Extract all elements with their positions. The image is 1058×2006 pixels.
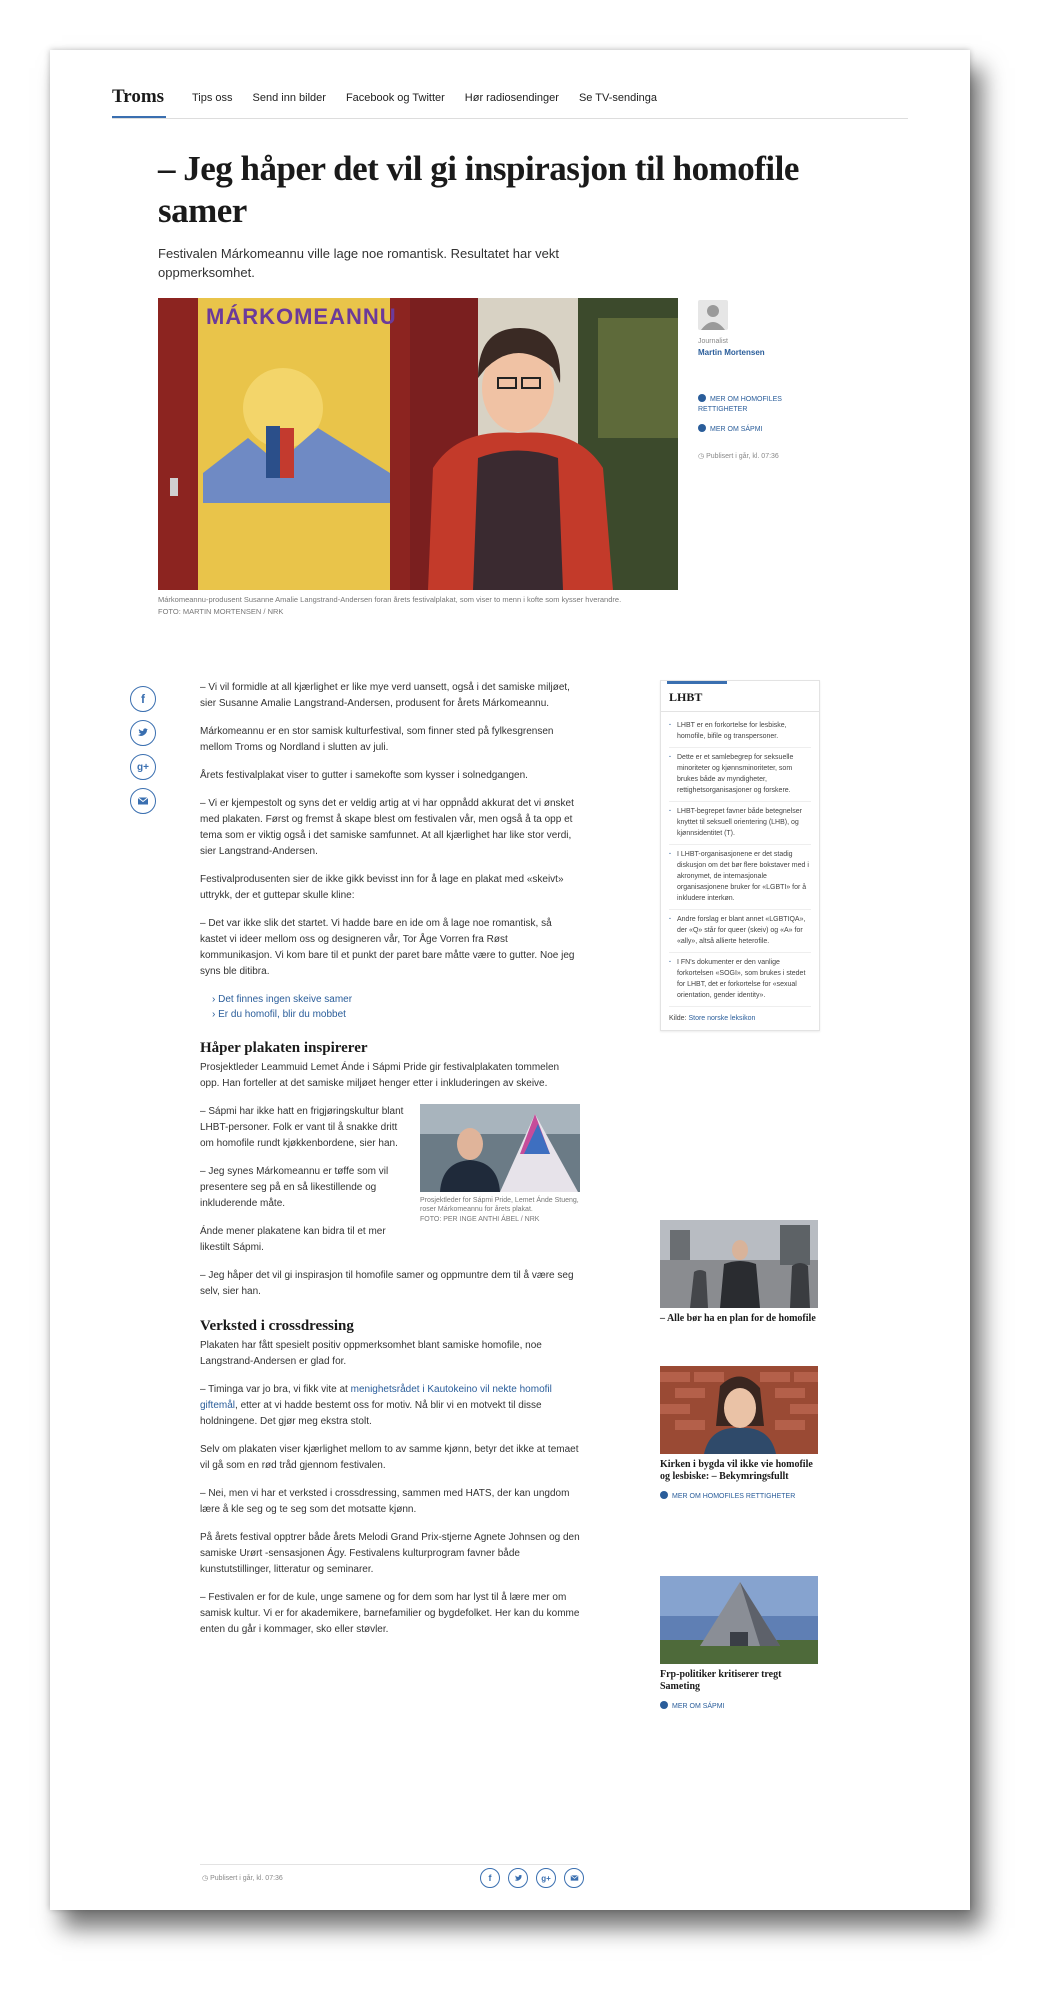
paragraph: Márkomeannu er en stor samisk kulturfestival, som finner sted på fylkesgrensen mellom Troms og Nordland i slutten av juli. bbox=[200, 726, 554, 753]
tag-icon bbox=[698, 394, 706, 402]
related-link-2[interactable]: › Er du homofil, blir du mobbet bbox=[212, 1009, 346, 1020]
subheading-inspirerer: Håper plakaten inspirerer bbox=[200, 1040, 368, 1056]
paragraph: Ánde mener plakatene kan bidra til et mer likestilt Sápmi. bbox=[200, 1226, 386, 1253]
paragraph: Årets festivalplakat viser to gutter i samekofte som kysser i solnedgangen. bbox=[200, 770, 528, 781]
google-plus-icon: g+ bbox=[137, 761, 149, 773]
teaser-photo bbox=[660, 1576, 818, 1664]
related-link-label: Det finnes ingen skeive samer bbox=[218, 994, 353, 1005]
paragraph: På årets festival opptrer både årets Melodi Grand Prix-stjerne Agnete Johnsen og den samiske Urørt -sensasjonen Ágy. Festivalens kulturprogram favner både kunstutstillinger, litteratur og seminarer. bbox=[200, 1532, 580, 1575]
tag-icon bbox=[660, 1701, 668, 1709]
nav-link-tips[interactable]: Tips oss bbox=[192, 92, 233, 104]
google-plus-share-button[interactable] bbox=[130, 754, 156, 780]
nav-link-radio[interactable]: Hør radiosendinger bbox=[464, 92, 559, 104]
twitter-share-button[interactable] bbox=[130, 720, 156, 746]
facebook-icon: f bbox=[141, 692, 145, 706]
poster-title: MÁRKOMEANNU bbox=[206, 304, 397, 329]
paragraph: Prosjektleder Leammuid Lemet Ánde i Sápmi Pride gir festivalplakaten tommelen opp. Han forteller at det samiske miljøet henger etter i inkluderingen av skeive. bbox=[200, 1062, 560, 1089]
paragraph-text: , etter at vi hadde bestemt oss for motiv. Nå blir vi en motvekt til disse holdningene. Det gjør meg ekstra stolt. bbox=[200, 1400, 542, 1427]
email-icon bbox=[137, 796, 149, 806]
site-brand[interactable]: Troms bbox=[112, 86, 165, 107]
twitter-icon bbox=[137, 727, 149, 739]
teaser-card-3[interactable] bbox=[660, 1576, 818, 1711]
factbox-item: · I LHBT-organisasjonene er det stadig diskusjon om det bør flere bokstaver med i akronymet, de internasjonale organisasjonene bruker for «LGBTI» for å inkludere interkøn. bbox=[669, 845, 811, 910]
teaser-photo bbox=[660, 1220, 818, 1308]
factbox-source bbox=[661, 1011, 819, 1030]
inline-photo bbox=[420, 1104, 580, 1192]
paragraph: Selv om plakaten viser kjærlighet mellom to av samme kjønn, betyr det ikke at temaet vil gå som en rød tråd gjennom festivalen. bbox=[200, 1444, 579, 1471]
inline-credit: FOTO: PER INGE ANTHI ÁBEL / NRK bbox=[420, 1216, 540, 1223]
teaser-tag[interactable] bbox=[660, 1701, 818, 1711]
hero-image[interactable] bbox=[158, 298, 678, 590]
hero-caption-credit: FOTO: MARTIN MORTENSEN / NRK bbox=[158, 607, 284, 616]
nav-link-facebook-twitter[interactable]: Facebook og Twitter bbox=[345, 92, 445, 104]
paragraph-with-link bbox=[200, 1382, 580, 1430]
nav-link-send-bilder[interactable]: Send inn bilder bbox=[252, 92, 326, 104]
facebook-share-button[interactable] bbox=[130, 686, 156, 712]
factbox-item: · Dette er et samlebegrep for seksuelle minoriteter og kjønnsminoriteter, som brukes både av myndigheter, rettighetsorganisasjoner og forskere. bbox=[669, 748, 811, 802]
paragraph: – Jeg synes Márkomeannu er tøffe som vil presentere seg på en så likestillende og inkluderende måte. bbox=[200, 1166, 389, 1209]
related-links bbox=[212, 992, 580, 1022]
inline-article-link[interactable]: menighetsrådet i Kautokeino vil nekte homofil giftemål bbox=[200, 1384, 552, 1411]
factbox-title: LHBT bbox=[661, 684, 819, 712]
paragraph: Plakaten har fått spesielt positiv oppmerksomhet blant samiske homofile, noe Langstrand-Andersen er glad for. bbox=[200, 1340, 542, 1367]
google-plus-icon: g+ bbox=[541, 1873, 551, 1883]
teaser-tag-label: MER OM SÁPMI bbox=[672, 1703, 725, 1710]
teaser-photo bbox=[660, 1366, 818, 1454]
hero-photo bbox=[158, 298, 678, 590]
hero-caption bbox=[158, 595, 678, 617]
article-lead: Festivalen Márkomeannu ville lage noe romantisk. Resultatet har vekt oppmerksomhet. bbox=[158, 246, 560, 280]
teaser-card-1[interactable] bbox=[660, 1220, 818, 1325]
paragraph: – Vi vil formidle at all kjærlighet er like mye verd uansett, også i det samiske miljøet, sier Susanne Amalie Langstrand-Andersen, produsent for årets Márkomeannu. bbox=[200, 682, 570, 709]
footer-divider bbox=[200, 1864, 578, 1865]
paragraph: – Jeg håper det vil gi inspirasjon til homofile samer og oppmuntre dem til å være seg selv, sier han. bbox=[200, 1270, 574, 1297]
related-link-label: Er du homofil, blir du mobbet bbox=[218, 1009, 346, 1020]
paragraph: – Vi er kjempestolt og syns det er veldig artig at vi har oppnådd akkurat det vi ønsket med plakaten. Først og fremst å skape blest om festivalen vår, men også å ta opp et tema som er viktig også i det samiske samfunnet. At all kjærlighet har like stor verdi, sier Langstrand-Andersen. bbox=[200, 798, 574, 857]
footer-facebook-button[interactable] bbox=[480, 1868, 500, 1888]
factbox-item: · LHBT er en forkortelse for lesbiske, homofile, bifile og transpersoner. bbox=[669, 716, 811, 748]
author-avatar[interactable] bbox=[698, 300, 728, 330]
side-tag-label: MER OM SÁPMI bbox=[710, 426, 763, 433]
person-icon bbox=[698, 300, 728, 330]
footer-email-button[interactable] bbox=[564, 1868, 584, 1888]
article-page bbox=[50, 50, 970, 1910]
factbox-item: · Andre forslag er blant annet «LGBTIQA», der «Q» står for queer (skeiv) og «A» for «ally», altså allierte heterofile. bbox=[669, 910, 811, 953]
paragraph-text: – Timinga var jo bra, vi fikk vite at bbox=[200, 1384, 351, 1395]
factbox-lhbt bbox=[660, 680, 820, 1031]
inline-figure bbox=[420, 1104, 580, 1224]
nav-divider bbox=[112, 118, 908, 119]
tag-icon bbox=[698, 424, 706, 432]
footer-share bbox=[480, 1868, 584, 1888]
paragraph: – Nei, men vi har et verksted i crossdressing, sammen med HATS, der kan ungdom lære å kle seg og te seg som det motsatte kjønn. bbox=[200, 1488, 570, 1515]
teaser-title[interactable]: – Alle bør ha en plan for de homofile bbox=[660, 1313, 816, 1324]
factbox-item: · LHBT-begrepet favner både betegnelser knyttet til seksuell orientering (LHB), og kjønnsidentitet (T). bbox=[669, 802, 811, 845]
email-icon bbox=[570, 1874, 579, 1882]
paragraph: – Det var ikke slik det startet. Vi hadde bare en ide om å lage noe romantisk, så kastet vi ideer mellom oss og designeren vår, Tor Åge Vorren fra Røst kommunikasjon. Vi kom bare til et punkt der paret bare måtte være to gutter. Noe jeg syns ble ditibra. bbox=[200, 918, 575, 977]
top-nav bbox=[192, 92, 657, 104]
side-tag-sapmi[interactable] bbox=[698, 424, 808, 435]
teaser-image[interactable] bbox=[660, 1576, 818, 1664]
factbox-item: · I FN's dokumenter er den vanlige forkortelsen «SOGI», som brukes i stedet for LHBT, det er forkortelse for «sexual orientation, gender identity». bbox=[669, 953, 811, 1007]
hero-caption-text: Márkomeannu-produsent Susanne Amalie Langstrand-Andersen foran årets festivalplakat, som viser to menn i kofte som kysser hverandre. bbox=[158, 595, 622, 604]
paragraph: – Festivalen er for de kule, unge samene og for dem som har lyst til å lære mer om samisk kultur. Vi er for akademikere, barnefamilier og bygdefolket. Her kan du komme enten du går i kommager, sko eller støvler. bbox=[200, 1592, 580, 1635]
twitter-icon bbox=[514, 1874, 523, 1883]
nav-link-tv[interactable]: Se TV-sendinga bbox=[578, 92, 658, 104]
subheading-crossdressing: Verksted i crossdressing bbox=[200, 1318, 354, 1334]
teaser-image[interactable] bbox=[660, 1220, 818, 1308]
factbox-list bbox=[661, 712, 819, 1011]
teaser-tag-label: MER OM HOMOFILES RETTIGHETER bbox=[672, 1493, 796, 1500]
author-name[interactable]: Martin Mortensen bbox=[698, 348, 765, 357]
teaser-card-2[interactable] bbox=[660, 1366, 818, 1501]
page-title: – Jeg håper det vil gi inspirasjon til homofile samer bbox=[158, 149, 799, 230]
clock-icon: ◷ bbox=[202, 1875, 211, 1882]
factbox-source-link[interactable]: Store norske leksikon bbox=[688, 1015, 756, 1022]
teaser-title[interactable]: Frp-politiker kritiserer tregt Sameting bbox=[660, 1669, 782, 1692]
clock-icon: ◷ bbox=[698, 453, 707, 460]
email-share-button[interactable] bbox=[130, 788, 156, 814]
footer-published bbox=[202, 1874, 283, 1882]
related-link-1[interactable]: › Det finnes ingen skeive samer bbox=[212, 994, 353, 1005]
factbox-source-label: Kilde: bbox=[669, 1015, 687, 1022]
side-tag-label: MER OM HOMOFILES RETTIGHETER bbox=[698, 396, 782, 413]
inline-image[interactable] bbox=[420, 1104, 580, 1192]
footer-twitter-button[interactable] bbox=[508, 1868, 528, 1888]
published-text: Publisert i går, kl. 07:36 bbox=[706, 453, 779, 460]
footer-published-text: Publisert i går, kl. 07:36 bbox=[210, 1875, 283, 1882]
teaser-image[interactable] bbox=[660, 1366, 818, 1454]
teaser-tag[interactable] bbox=[660, 1491, 818, 1501]
tag-icon bbox=[660, 1491, 668, 1499]
teaser-title[interactable]: Kirken i bygda vil ikke vie homofile og lesbiske: – Bekymringsfullt bbox=[660, 1459, 813, 1482]
article-body bbox=[200, 680, 580, 1650]
inline-caption: Prosjektleder for Sápmi Pride, Lemet Ánde Stueng, roser Márkomeannu for årets plakat. bbox=[420, 1197, 579, 1213]
author-role: Journalist bbox=[698, 338, 728, 345]
paragraph: – Sápmi har ikke hatt en frigjøringskultur blant LHBT-personer. Folk er vant til å snakke dritt om homofile rundt kjøkkenbordene, sier han. bbox=[200, 1106, 404, 1149]
side-tag-homofiles[interactable] bbox=[698, 394, 808, 415]
published-meta bbox=[698, 452, 779, 460]
paragraph: Festivalprodusenten sier de ikke gikk bevisst inn for å lage en plakat med «skeivt» uttrykk, der et guttepar skulle kline: bbox=[200, 874, 564, 901]
footer-google-plus-button[interactable] bbox=[536, 1868, 556, 1888]
facebook-icon: f bbox=[488, 1873, 492, 1883]
